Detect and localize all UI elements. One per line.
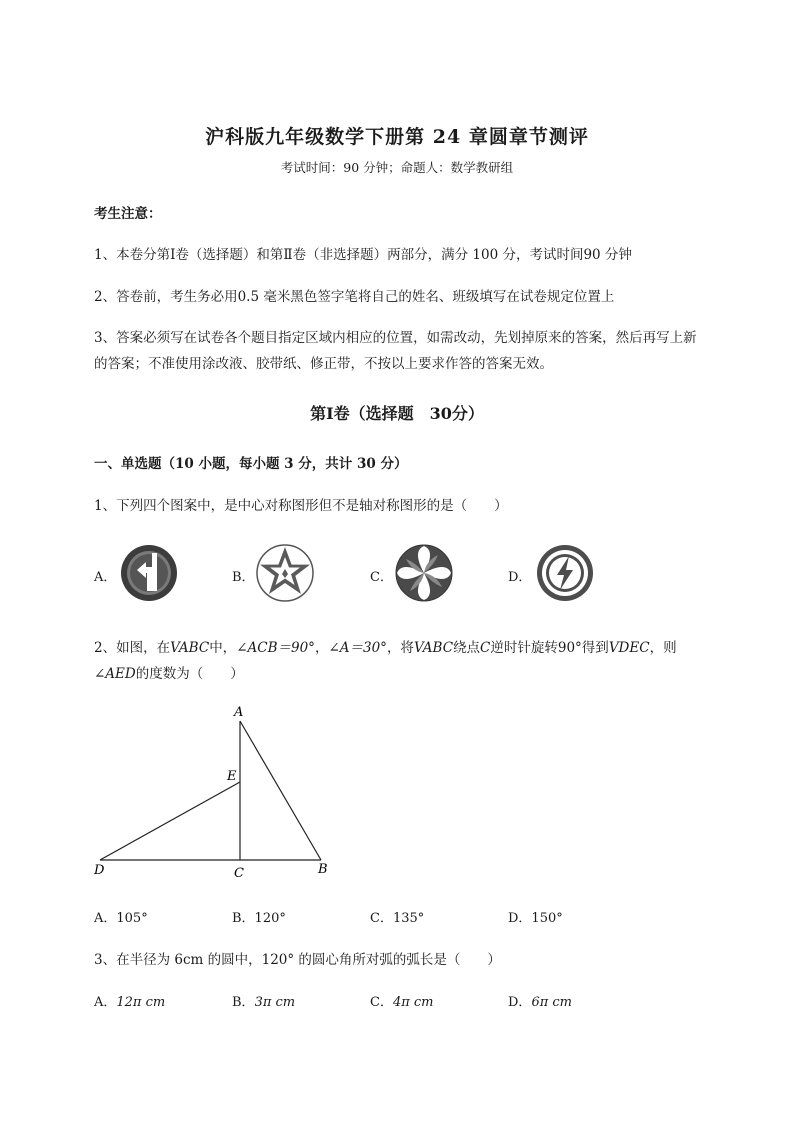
q2-option-b: B．120°	[232, 911, 286, 926]
question-1-stem: 1、下列四个图案中，是中心对称图形但不是轴对称图形的是（ ）	[94, 498, 508, 514]
segment-de	[100, 782, 240, 860]
q1-option-c-label: C．	[370, 570, 393, 585]
q3-option-d	[508, 991, 572, 1010]
q3-option-b-letter: B．	[232, 995, 255, 1010]
label-d: D	[94, 863, 105, 878]
q1-option-a-label: A．	[94, 570, 117, 585]
q2-option-a: A．105°	[94, 911, 148, 926]
q3-option-a-value: 12π cm	[116, 995, 166, 1010]
question-2-stem	[94, 636, 677, 656]
q3-option-d-letter: D．	[508, 995, 532, 1010]
notice-item-2: 2、答卷前，考生务必用0.5 毫米黑色签字笔将自己的姓名、班级填写在试卷规定位置上	[94, 289, 615, 305]
q2-stem-text-4: 逆时针旋转90°得到	[490, 640, 609, 656]
q3-option-c-letter: C．	[370, 995, 393, 1010]
label-c: C	[234, 866, 244, 881]
q2-stem-line2-text: 的度数为（ ）	[135, 666, 244, 682]
q2-condition-acb: ∠ACB＝90°	[236, 640, 315, 656]
q2-point-c: C	[480, 640, 491, 656]
section-title: 第Ⅰ卷（选择题 30分）	[310, 404, 484, 423]
q2-stem-text-2: ，将	[386, 640, 414, 656]
q3-option-c	[370, 991, 434, 1010]
lightning-circle-icon	[535, 543, 595, 603]
q1-option-b-label: B．	[232, 570, 255, 585]
q2-angle-aed: ∠AED	[94, 666, 136, 682]
q2-condition-a: ∠A＝30°	[328, 640, 387, 656]
q2-stem-text-5: ，则	[649, 640, 677, 656]
notice-item-3: 3、答案必须写在试卷各个题目指定区域内相应的位置，如需改动，先划掉原来的答案，然后再写上新	[94, 330, 697, 346]
page-subtitle: 考试时间：90 分钟；命题人：数学教研组	[280, 160, 514, 175]
star-circle-icon	[255, 543, 315, 603]
q2-triangle-dec: VDEC	[608, 640, 650, 656]
notice-heading: 考生注意：	[94, 206, 162, 222]
turn-left-sign-icon	[119, 543, 179, 603]
question-3-stem: 3、在半径为 6cm 的圆中，120° 的圆心角所对弧的弧长是（ ）	[94, 952, 501, 968]
q3-option-d-value: 6π cm	[531, 995, 572, 1010]
notice-item-1: 1、本卷分第Ⅰ卷（选择题）和第Ⅱ卷（非选择题）两部分，满分 100 分，考试时间90 分钟	[94, 247, 632, 263]
q3-option-a	[94, 991, 165, 1010]
q3-option-a-letter: A．	[94, 995, 117, 1010]
q2-triangle-abc-2: VABC	[413, 640, 454, 656]
q1-option-d-label: D．	[508, 570, 532, 585]
q3-option-c-value: 4π cm	[392, 995, 434, 1010]
part-heading: 一、单选题（10 小题，每小题 3 分，共计 30 分）	[94, 456, 408, 472]
q2-stem-text-3: 绕点	[453, 640, 481, 656]
q3-option-b-value: 3π cm	[254, 995, 296, 1010]
q2-separator: ，	[314, 640, 329, 656]
question-2-stem-line2	[94, 662, 244, 682]
q2-triangle-abc: VABC	[170, 640, 210, 656]
label-b: B	[318, 862, 328, 877]
page-title: 沪科版九年级数学下册第 24 章圆章节测评	[205, 126, 589, 148]
label-e: E	[227, 769, 237, 784]
q2-option-d: D．150°	[508, 911, 563, 926]
q2-stem-text-1: 中，	[209, 640, 237, 656]
four-petal-icon	[394, 543, 454, 603]
segment-ab	[240, 721, 321, 860]
label-a: A	[234, 705, 244, 720]
q2-option-c: C．135°	[370, 911, 425, 926]
q3-option-b	[232, 991, 295, 1010]
q2-stem-prefix: 2、如图，在	[94, 640, 171, 656]
triangle-figure	[90, 700, 350, 885]
notice-item-3-cont: 的答案；不准使用涂改液、胶带纸、修正带，不按以上要求作答的答案无效。	[94, 356, 553, 372]
